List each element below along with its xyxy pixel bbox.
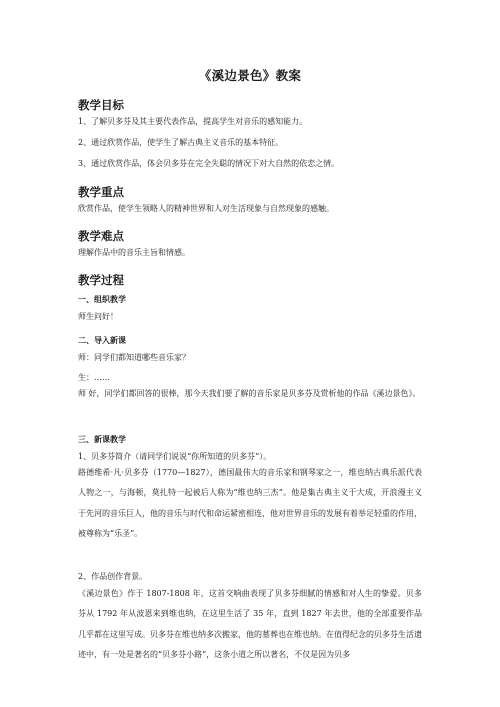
step-new-lesson-title: 三、新课教学 — [78, 434, 126, 444]
heading-key-points: 教学重点 — [78, 185, 124, 199]
step-organize-title: 一、组织教学 — [78, 294, 126, 304]
step-intro-line-3: 师 好，同学们都回答的很棒，那今天我们要了解的音乐家是贝多芬及赏析他的作品《溪边景色》。 — [78, 389, 421, 398]
step-organize-line-1: 师生问好！ — [78, 312, 118, 321]
step-new-lesson-line-2: 路德维希·凡·贝多芬（1770—1827），德国最伟大的音乐家和钢琴家之一，维也纳古典乐派代表人物之一，与海顿，莫扎特一起被后人称为“维也纳三杰”。他是集古典主义于大成，开浪漫主义于先河的音乐巨人，他的音乐与时代和命运紧密相连，他对世界音乐的发展有着举足轻重的作用，被尊称为“乐圣”。 — [78, 468, 422, 538]
difficulties-text: 理解作品中的音乐主旨和情感。 — [78, 248, 190, 257]
heading-process: 教学过程 — [78, 273, 124, 287]
heading-objectives: 教学目标 — [78, 98, 124, 112]
objective-item-3: 3、通过欣赏作品，体会贝多芬在完全失聪的情况下对大自然的依恋之情。 — [78, 159, 340, 168]
objective-item-1: 1、了解贝多芬及其主要代表作品，提高学生对音乐的感知能力。 — [78, 117, 308, 126]
step-intro-title: 二、导入新课 — [78, 335, 126, 345]
step-intro-line-2: 生：…… — [78, 373, 110, 382]
heading-difficulties: 教学难点 — [78, 229, 124, 243]
step-new-lesson-line-3: 2、作品创作背景。 — [78, 572, 148, 581]
objective-item-2: 2、通过欣赏作品，使学生了解古典主义音乐的基本特征。 — [78, 138, 284, 147]
step-new-lesson-line-1: 1、贝多芬简介（请同学们说说“你所知道的贝多芬”）。 — [78, 452, 272, 461]
step-new-lesson-line-4: 《溪边景色》作于 1807-1808 年，这首交响曲表现了贝多芬细腻的情感和对人生的挚爱。贝多芬从 1792 年从波恩来到维也纳，在这里生活了 35 年，直到 1827 年去世，他的全部重要作品几乎都在这里写成。贝多芬在维也纳多次搬家，他的墓葬也在维也纳。在值得纪念的贝多芬生活遗迹中，有一处是著名的“贝多芬小路”，这条小道之所以著名，不仅是因为贝多 — [78, 589, 422, 659]
step-intro-line-1: 师：同学们都知道哪些音乐家？ — [78, 353, 190, 362]
key-points-text: 欣赏作品，使学生领略人的精神世界和人对生活现象与自然现象的感触。 — [78, 204, 334, 213]
document-title: 《溪边景色》教案 — [198, 68, 302, 83]
